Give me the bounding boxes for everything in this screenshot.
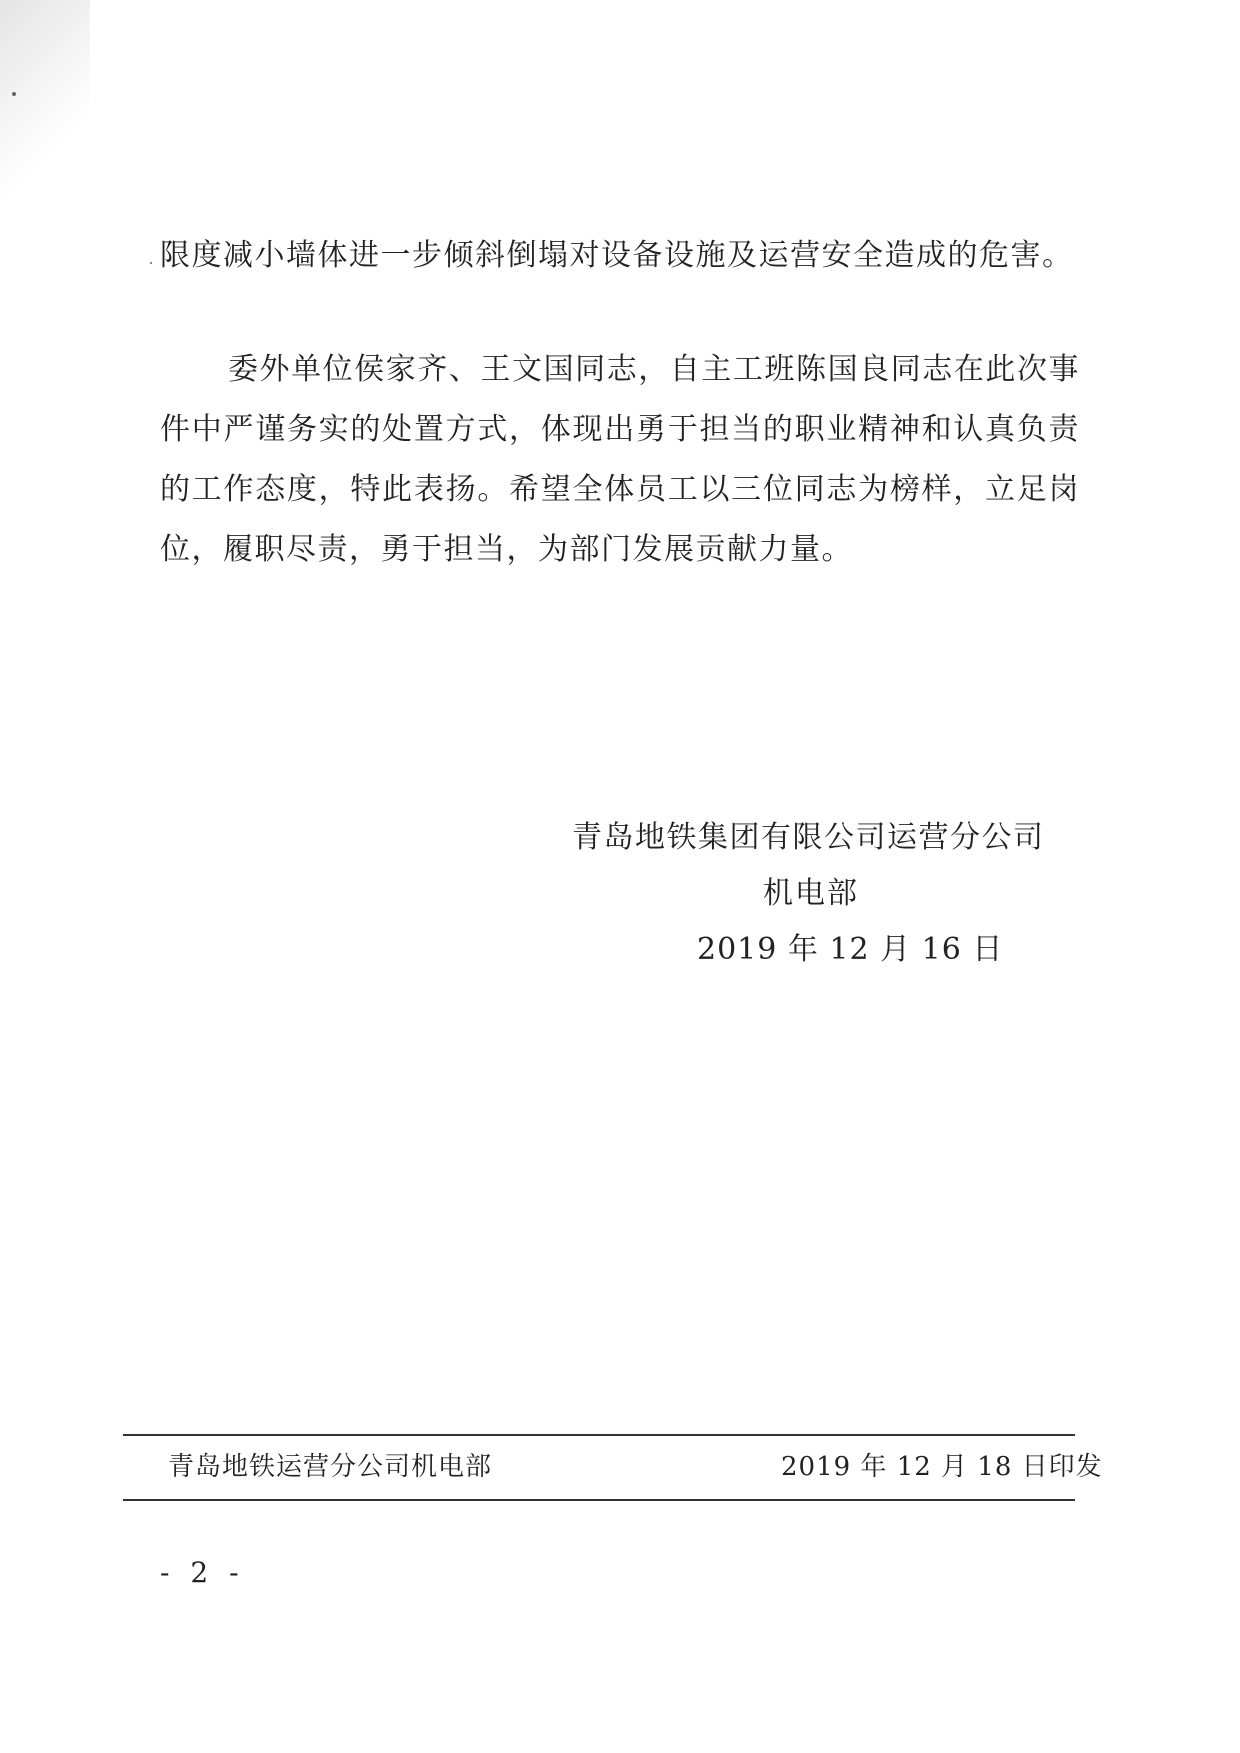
scan-speck [150, 262, 152, 264]
footer-rule-bottom [123, 1499, 1075, 1501]
paragraph-continuation: 限度减小墙体进一步倾斜倒塌对设备设施及运营安全造成的危害。 [160, 238, 1074, 273]
signature-organization: 青岛地铁集团有限公司运营分公司 [572, 820, 1045, 855]
scan-edge-shadow [0, 0, 90, 200]
signature-department: 机电部 [763, 876, 859, 911]
paragraph-commendation: 委外单位侯家齐、王文国同志，自主工班陈国良同志在此次事件中严谨务实的处置方式，体现出勇于担当的职业精神和认真负责的工作态度，特此表扬。希望全体员工以三位同志为榜样，立足岗位，履职尽责，勇于担当，为部门发展贡献力量。 [160, 352, 1080, 567]
page-number: - 2 - [160, 1556, 245, 1589]
footer-rule-top [123, 1434, 1075, 1436]
signature-date: 2019 年 12 月 16 日 [697, 932, 1004, 967]
scan-speck [12, 92, 16, 96]
footer-issue-date: 2019 年 12 月 18 日印发 [781, 1452, 1103, 1482]
footer-issuer: 青岛地铁运营分公司机电部 [168, 1452, 493, 1482]
